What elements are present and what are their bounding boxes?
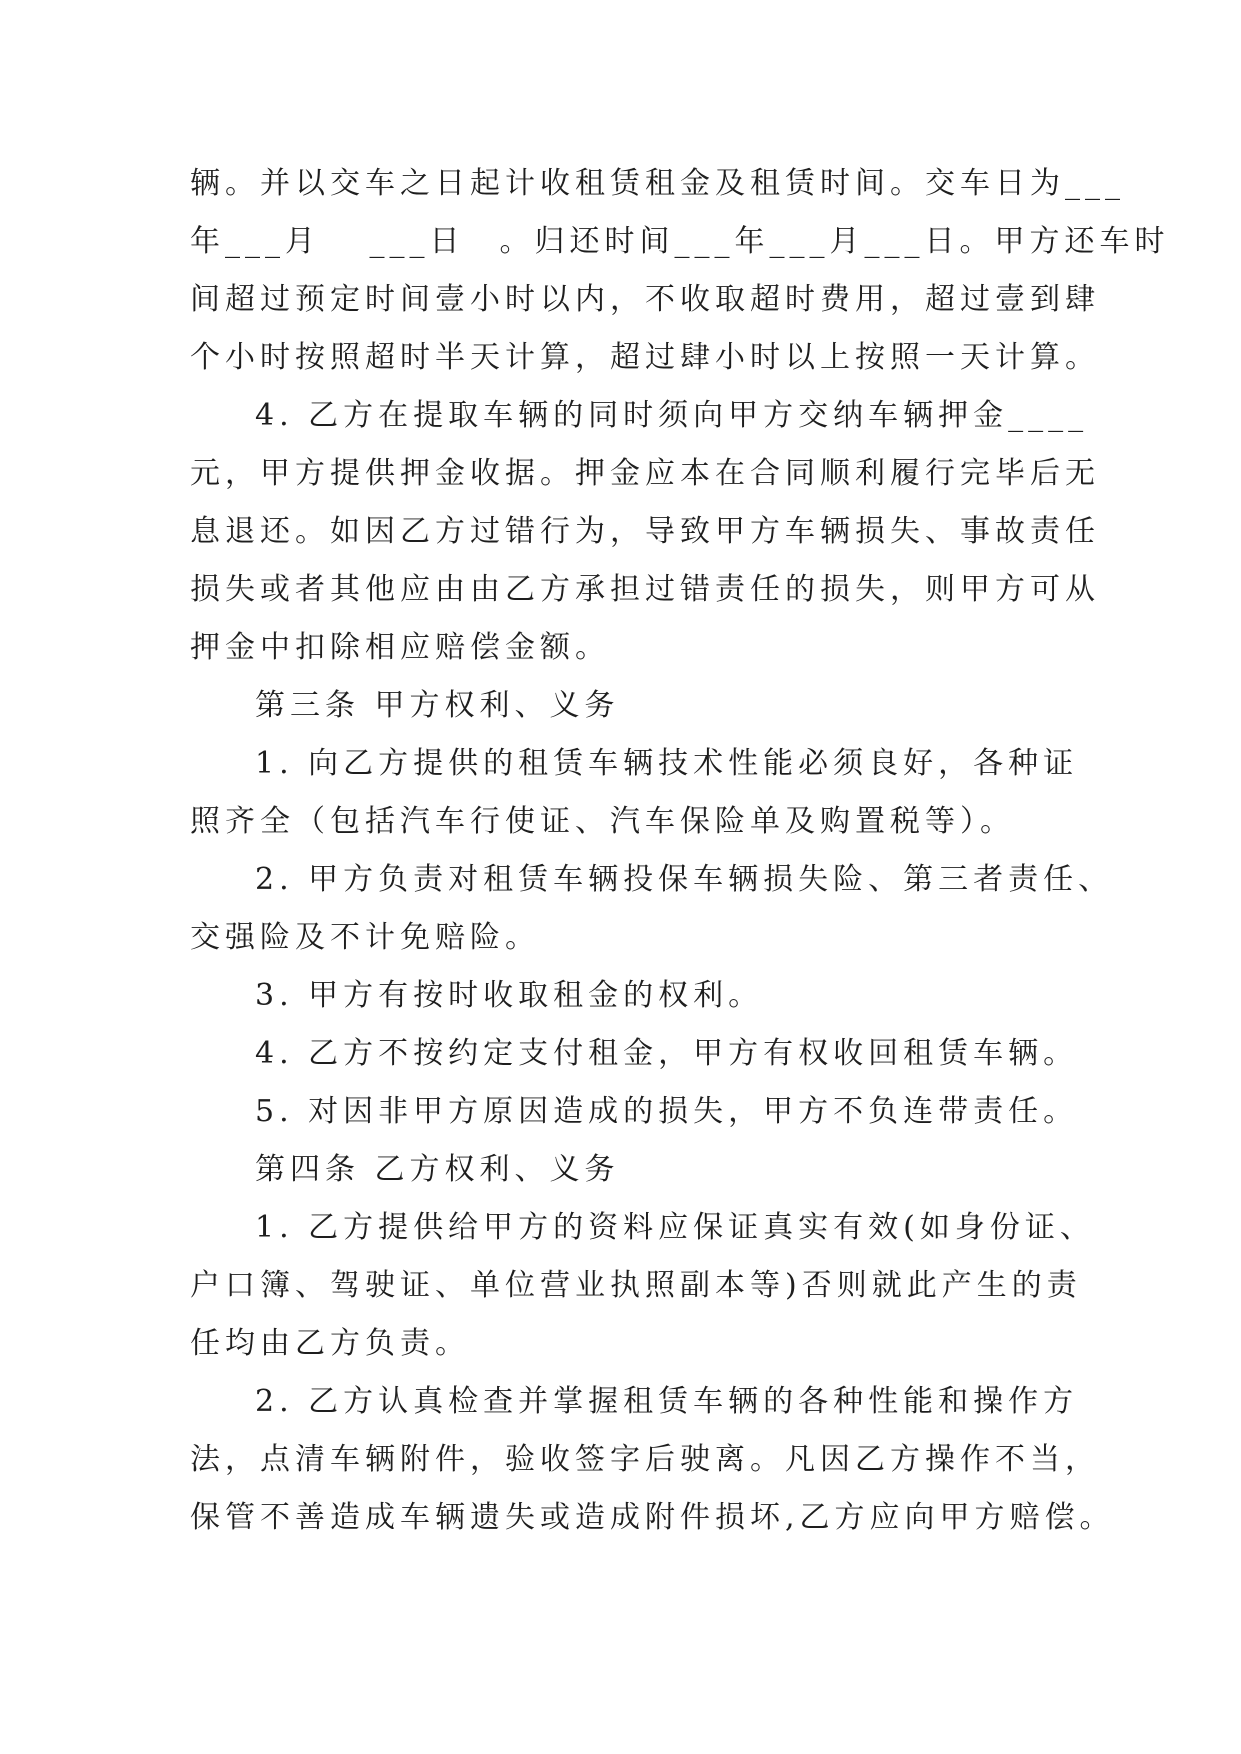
text-line: 个小时按照超时半天计算，超过肆小时以上按照一天计算。 [190, 340, 1100, 375]
text-line: 年___月 ___日 。归还时间___年___月___日。甲方还车时 [190, 224, 1170, 259]
article-4-item-1: 1. 乙方提供给甲方的资料应保证真实有效(如身份证、 [255, 1210, 1095, 1245]
text-line: 辆。并以交车之日起计收租赁租金及租赁时间。交车日为___ [190, 166, 1125, 201]
text-line: 元，甲方提供押金收据。押金应本在合同顺利履行完毕后无 [190, 456, 1100, 491]
article-3-item-1: 1. 向乙方提供的租赁车辆技术性能必须良好，各种证 [255, 746, 1079, 781]
article-3-item-4: 4. 乙方不按约定支付租金，甲方有权收回租赁车辆。 [255, 1036, 1079, 1071]
article-3-item-2: 2. 甲方负责对租赁车辆投保车辆损失险、第三者责任、 [255, 862, 1114, 897]
text-line: 户口簿、驾驶证、单位营业执照副本等)否则就此产生的责 [190, 1268, 1082, 1303]
text-line: 损失或者其他应由由乙方承担过错责任的损失，则甲方可从 [190, 572, 1100, 607]
text-line: 照齐全（包括汽车行使证、汽车保险单及购置税等）。 [190, 804, 1015, 839]
text-line: 法，点清车辆附件，验收签字后驶离。凡因乙方操作不当， [190, 1442, 1100, 1477]
text-line: 间超过预定时间壹小时以内，不收取超时费用，超过壹到肆 [190, 282, 1100, 317]
clause-4-start: 4. 乙方在提取车辆的同时须向甲方交纳车辆押金____ [255, 398, 1089, 433]
article-4-item-2: 2. 乙方认真检查并掌握租赁车辆的各种性能和操作方 [255, 1384, 1079, 1419]
text-line: 保管不善造成车辆遗失或造成附件损坏,乙方应向甲方赔偿。 [190, 1500, 1115, 1535]
article-3-item-3: 3. 甲方有按时收取租金的权利。 [255, 978, 764, 1013]
text-line: 息退还。如因乙方过错行为，导致甲方车辆损失、事故责任 [190, 514, 1100, 549]
text-line: 交强险及不计免赔险。 [190, 920, 540, 955]
article-3-heading: 第三条 甲方权利、义务 [255, 688, 620, 723]
text-line: 任均由乙方负责。 [190, 1326, 470, 1361]
document-body [190, 155, 1170, 1547]
article-3-item-5: 5. 对因非甲方原因造成的损失，甲方不负连带责任。 [255, 1094, 1079, 1129]
article-4-heading: 第四条 乙方权利、义务 [255, 1152, 620, 1187]
text-line: 押金中扣除相应赔偿金额。 [190, 630, 610, 665]
